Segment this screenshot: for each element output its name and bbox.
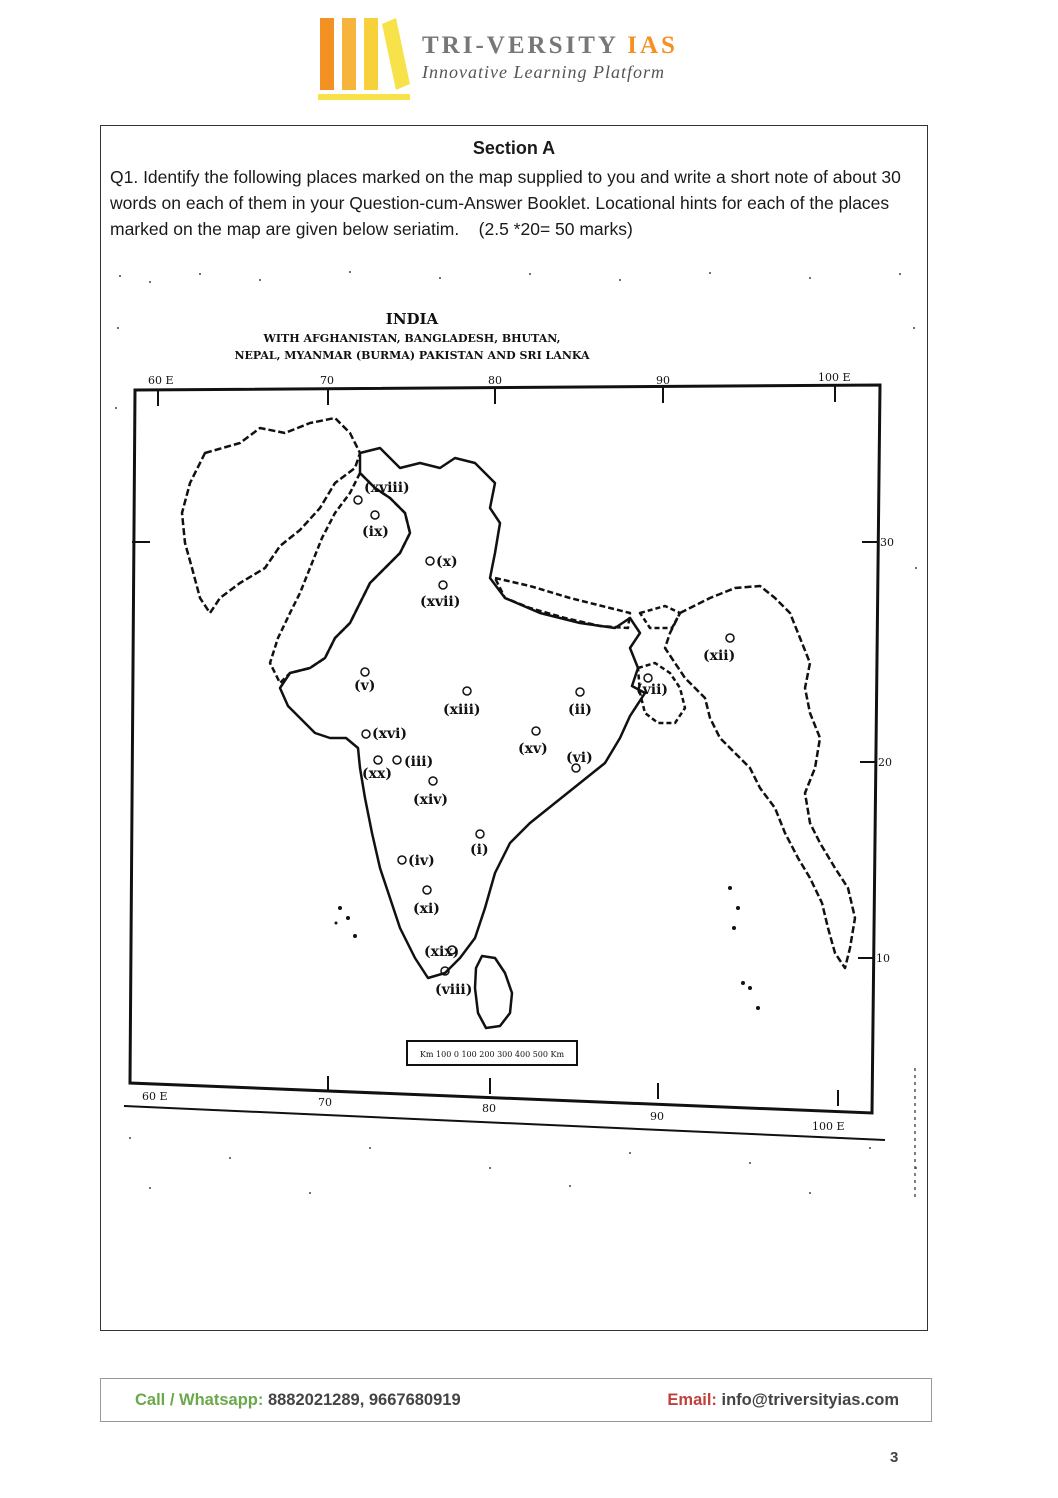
svg-text:(ii): (ii) [568, 702, 592, 718]
outline-map-image [110, 268, 925, 1203]
marker-ix [362, 511, 389, 540]
right-tick-label-10: 10 [876, 952, 890, 965]
marker-x [426, 554, 458, 570]
svg-text:(vi): (vi) [566, 750, 593, 766]
svg-text:(xix): (xix) [424, 944, 460, 960]
email-value[interactable]: info@triversityias.com [721, 1391, 899, 1409]
marker-xv [518, 727, 548, 757]
brand-text [422, 32, 678, 83]
email-contact [667, 1391, 899, 1410]
top-tick-label-60: 60 E [148, 374, 174, 387]
bottom-tick-label-80: 80 [482, 1102, 496, 1115]
svg-text:(viii): (viii) [435, 982, 473, 998]
brand-name-main: TRI-VERSITY [422, 32, 619, 59]
sri-lanka-outline [475, 956, 512, 1028]
right-tick-label-30: 30 [880, 536, 894, 549]
svg-text:(xii): (xii) [703, 648, 736, 664]
scale-bar-text: Km 100 0 100 200 300 400 500 Km [419, 1050, 565, 1059]
svg-text:(v): (v) [354, 678, 376, 694]
marker-xiii [443, 687, 481, 718]
question-body: Q1. Identify the following places marked on the map supplied to you and write a short note of about 30 words on each of them in your Question-cum-Answer Booklet. Locational hints for each of the places marked on the map are given below seriatim. [110, 167, 901, 239]
top-tick-label-70: 70 [320, 374, 334, 387]
marker-xiv [413, 777, 448, 808]
marker-xii [703, 634, 735, 664]
contact-footer [100, 1378, 932, 1422]
marker-vii [636, 674, 668, 698]
svg-text:(xvi): (xvi) [372, 726, 408, 742]
right-ticks [132, 542, 878, 958]
map-subtitle-line1: WITH AFGHANISTAN, BANGLADESH, BHUTAN, [263, 332, 561, 345]
marker-vi [566, 750, 593, 772]
bottom-tick-label-100: 100 E [812, 1120, 845, 1133]
map-title: INDIA [385, 310, 439, 328]
marker-xvi [362, 726, 407, 742]
svg-text:(vii): (vii) [636, 682, 669, 698]
svg-text:(xiii): (xiii) [443, 702, 481, 718]
brand-name [422, 32, 678, 60]
section-title: Section A [472, 138, 556, 158]
phone-value[interactable]: 8882021289, 9667680919 [267, 1391, 461, 1409]
svg-text:(xiv): (xiv) [413, 792, 449, 808]
nepal-outline [495, 578, 630, 628]
svg-text:(x): (x) [436, 554, 458, 570]
myanmar-outline [665, 586, 855, 968]
top-tick-label-80: 80 [488, 374, 502, 387]
svg-text:(i): (i) [470, 842, 489, 858]
svg-text:(iii): (iii) [404, 754, 434, 770]
marker-xviii [354, 480, 410, 504]
marker-xix [424, 944, 459, 960]
brand-name-accent: IAS [627, 32, 678, 59]
marker-iii [393, 754, 433, 770]
right-tick-label-20: 20 [878, 756, 892, 769]
svg-text:(xx): (xx) [362, 766, 392, 782]
bottom-tick-label-60: 60 E [142, 1090, 168, 1103]
question-text [110, 164, 922, 242]
svg-text:(iv): (iv) [408, 853, 435, 869]
page-number: 3 [890, 1449, 899, 1466]
top-tick-label-100: 100 E [818, 371, 851, 384]
marker-ii [568, 688, 592, 718]
email-label: Email: [667, 1391, 717, 1409]
map-subtitle-line2: NEPAL, MYANMAR (BURMA) PAKISTAN AND SRI LANKA [234, 349, 590, 362]
phone-contact [135, 1391, 461, 1410]
svg-text:(ix): (ix) [362, 524, 389, 540]
map-outlines [182, 418, 855, 1028]
question-marks: (2.5 *20= 50 marks) [478, 219, 633, 239]
bottom-tick-label-70: 70 [318, 1096, 332, 1109]
svg-text:(xviii): (xviii) [364, 480, 410, 496]
marker-i [470, 830, 489, 858]
brand-logo [318, 16, 410, 102]
marker-xi [413, 886, 440, 917]
phone-label: Call / Whatsapp: [135, 1391, 264, 1409]
map-markers [354, 480, 735, 998]
map-frame [130, 385, 880, 1113]
svg-text:(xv): (xv) [518, 741, 548, 757]
marker-xvii [420, 581, 460, 610]
top-tick-label-90: 90 [656, 374, 670, 387]
svg-text:(xvii): (xvii) [420, 594, 461, 610]
marker-xx [362, 756, 392, 782]
islands [335, 886, 761, 1010]
pakistan-outline [270, 473, 410, 683]
bottom-tick-label-90: 90 [650, 1110, 664, 1123]
brand-tagline: Innovative Learning Platform [422, 62, 665, 82]
marker-v [354, 668, 375, 694]
marker-viii [435, 967, 472, 998]
svg-text:(xi): (xi) [413, 901, 440, 917]
marker-iv [398, 853, 435, 869]
